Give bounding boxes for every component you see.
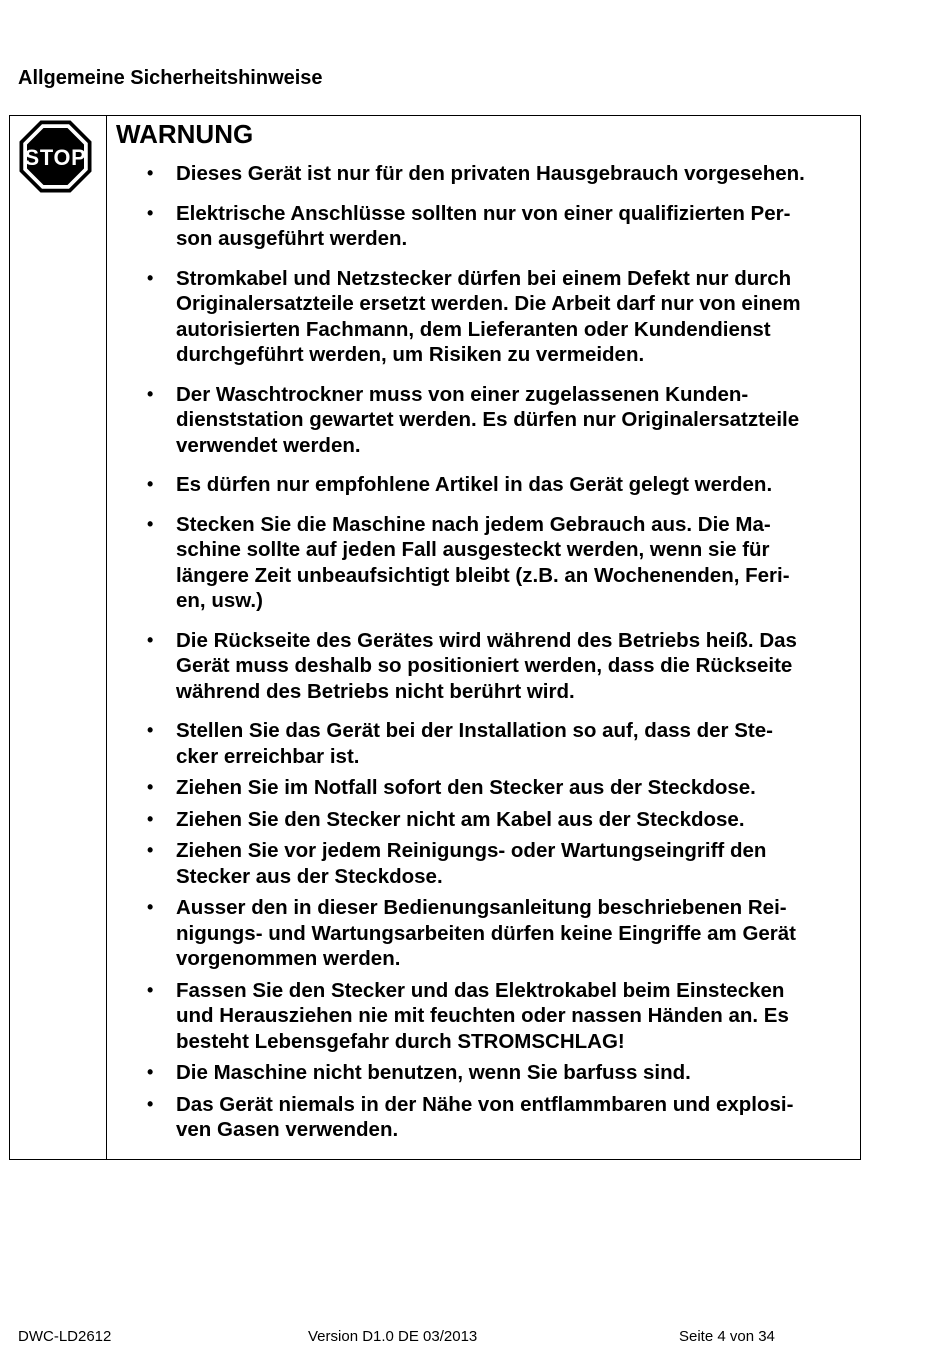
bullet: •: [147, 979, 154, 1000]
item-text: Die Maschine nicht benutzen, wenn Sie barfuss sind.: [176, 1061, 691, 1084]
item-text: Dieses Gerät ist nur für den privaten Hausgebrauch vorgesehen.: [176, 162, 805, 185]
warning-box: [9, 115, 861, 1160]
list-item: [116, 807, 852, 833]
list-item: [116, 201, 852, 252]
footer-version: Version D1.0 DE 03/2013: [308, 1328, 478, 1345]
warning-list: [116, 161, 852, 1149]
bullet: •: [147, 267, 154, 288]
bullet: •: [147, 163, 154, 183]
list-item: [116, 775, 852, 801]
list-item: [116, 1092, 852, 1143]
stop-sign-icon: [18, 119, 93, 194]
bullet: •: [147, 777, 154, 797]
list-item: [116, 512, 852, 614]
bullet: •: [147, 383, 154, 404]
list-item: [116, 838, 852, 889]
stop-sign-label: STOP: [24, 144, 87, 170]
item-text: Ziehen Sie im Notfall sofort den Stecker aus der Steckdose.: [176, 776, 756, 799]
list-item: [116, 1060, 852, 1086]
item-text: Die Rückseite des Gerätes wird während des Betriebs heiß. Das Gerät muss deshalb so positioniert werden, dass die Rückseite während des Betriebs nicht berührt wird.: [176, 628, 797, 703]
bullet: •: [147, 897, 154, 917]
list-item: [116, 472, 852, 498]
list-item: [116, 978, 852, 1055]
bullet: •: [147, 474, 154, 494]
item-text: Stellen Sie das Gerät bei der Installation so auf, dass der Ste- cker erreichbar ist.: [176, 719, 773, 768]
warning-icon-cell: [10, 116, 107, 1159]
bullet: •: [147, 513, 154, 534]
bullet: •: [147, 1093, 154, 1114]
bullet: •: [147, 720, 154, 740]
item-text: Der Waschtrockner muss von einer zugelassenen Kunden- dienststation gewartet werden. Es dürfen nur Originalersatzteile verwendet werden.: [176, 382, 800, 457]
bullet: •: [147, 629, 154, 650]
bullet: •: [147, 1062, 154, 1082]
footer-page-number: Seite 4 von 34: [679, 1328, 775, 1345]
section-title: Allgemeine Sicherheitshinweise: [18, 67, 323, 89]
item-text: Es dürfen nur empfohlene Artikel in das Gerät gelegt werden.: [176, 473, 773, 496]
item-text: Ziehen Sie den Stecker nicht am Kabel aus der Steckdose.: [176, 807, 745, 831]
list-item: [116, 382, 852, 459]
list-item: [116, 895, 852, 972]
bullet: •: [147, 840, 154, 860]
list-item: [116, 718, 852, 769]
item-text: Ziehen Sie vor jedem Reinigungs- oder Wartungseingriff den Stecker aus der Steckdose.: [176, 839, 767, 888]
item-text: Das Gerät niemals in der Nähe von entflammbaren und explosi- ven Gasen verwenden.: [176, 1092, 794, 1141]
item-text: Stromkabel und Netzstecker dürfen bei einem Defekt nur durch Originalersatzteile ersetzt werden. Die Arbeit darf nur von einem autorisierten Fachmann, dem Lieferanten oder Kundendienst durchgeführt werden, um Risiken zu vermeiden.: [176, 266, 801, 366]
bullet: •: [147, 202, 154, 223]
list-item: [116, 266, 852, 368]
warning-heading: WARNUNG: [116, 119, 254, 149]
list-item: [116, 161, 852, 187]
item-text: Elektrische Anschlüsse sollten nur von einer qualifizierten Per- son ausgeführt werden.: [176, 201, 791, 250]
footer-model: DWC-LD2612: [18, 1328, 112, 1345]
item-text: Fassen Sie den Stecker und das Elektrokabel beim Einstecken und Herausziehen nie mit feuchten oder nassen Händen an. Es besteht Lebensgefahr durch STROMSCHLAG!: [176, 978, 789, 1053]
list-item: [116, 628, 852, 705]
item-text: Ausser den in dieser Bedienungsanleitung beschriebenen Rei- nigungs- und Wartungsarbeiten dürfen keine Eingriffe am Gerät vorgenommen werden.: [176, 896, 796, 970]
item-text: Stecken Sie die Maschine nach jedem Gebrauch aus. Die Ma- schine sollte auf jeden Fall ausgesteckt werden, wenn sie für längere Zeit unbeaufsichtigt bleibt (z.B. an Wochenenden, Feri- en, usw.): [176, 512, 790, 612]
bullet: •: [147, 808, 154, 829]
